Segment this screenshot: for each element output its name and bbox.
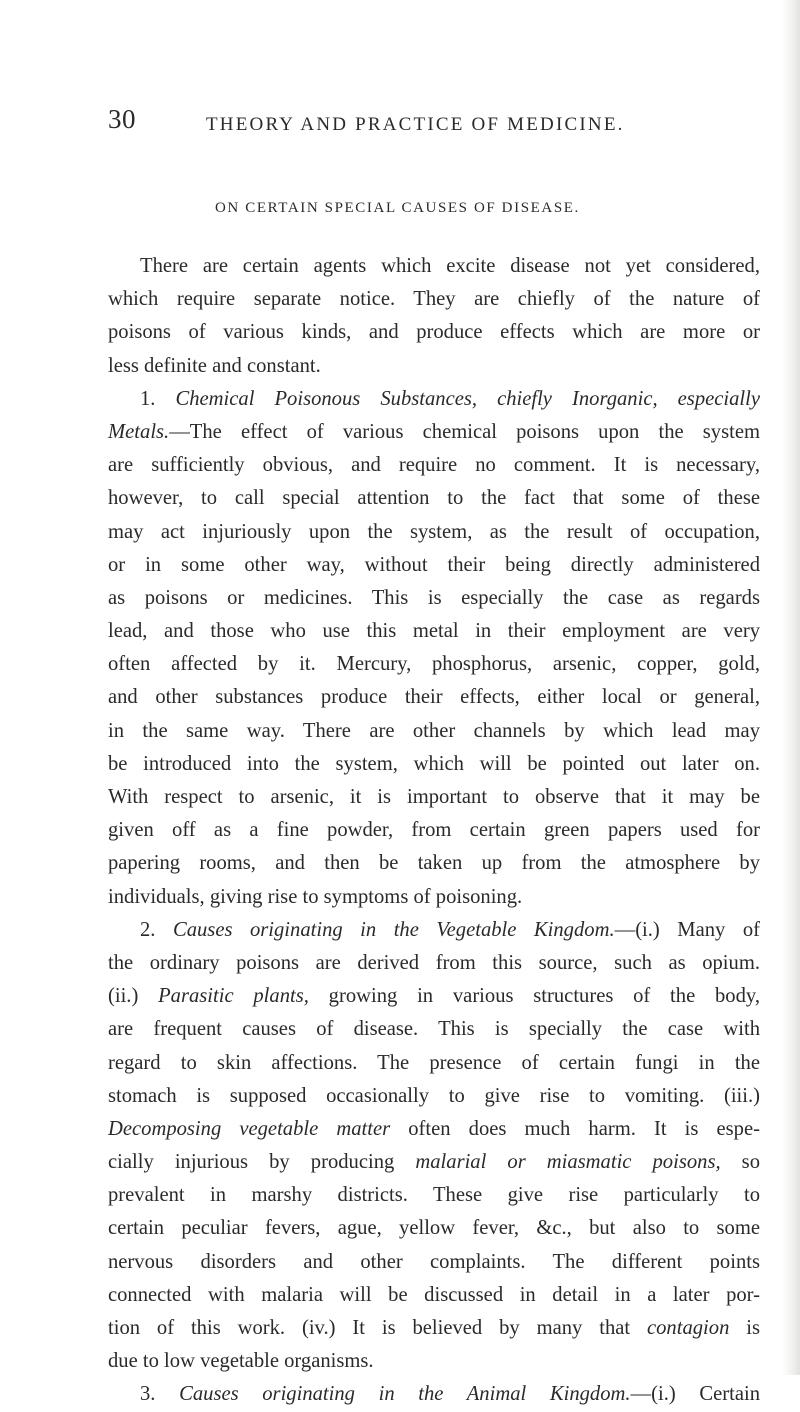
- text-line: as poisons or medicines. This is especially the case as regards: [108, 586, 760, 609]
- text-line: 1. Chemical Poisonous Substances, chiefly Inorganic, especially: [140, 387, 760, 410]
- page-number: 30: [108, 104, 136, 134]
- text-line: cially injurious by producing malarial or miasmatic poisons, so: [108, 1151, 760, 1174]
- text-line: which require separate notice. They are chiefly of the nature of: [108, 288, 760, 311]
- text-line: 2. Causes originating in the Vegetable Kingdom.—(i.) Many of: [140, 918, 760, 941]
- running-head: THEORY AND PRACTICE OF MEDICINE.: [206, 114, 625, 135]
- text-line: may act injuriously upon the system, as the result of occupation,: [108, 520, 760, 543]
- text-line: the ordinary poisons are derived from this source, such as opium.: [108, 951, 760, 974]
- section-title: ON CERTAIN SPECIAL CAUSES OF DISEASE.: [215, 200, 580, 216]
- page-header: [108, 104, 748, 144]
- text-line: often affected by it. Mercury, phosphorus, arsenic, copper, gold,: [108, 653, 760, 676]
- text-line: 3. Causes originating in the Animal Kingdom.—(i.) Certain: [140, 1383, 760, 1406]
- text-line: are sufficiently obvious, and require no comment. It is necessary,: [108, 454, 760, 477]
- text-line: stomach is supposed occasionally to give rise to vomiting. (iii.): [108, 1084, 760, 1107]
- text-line: prevalent in marshy districts. These give rise particularly to: [108, 1184, 760, 1207]
- body-text: [108, 250, 760, 1412]
- text-line: papering rooms, and then be taken up from the atmosphere by: [108, 852, 760, 875]
- text-line: Decomposing vegetable matter often does much harm. It is espe-: [108, 1117, 760, 1140]
- text-line: less definite and constant.: [108, 354, 321, 377]
- text-line: individuals, giving rise to symptoms of poisoning.: [108, 885, 523, 908]
- text-line: are frequent causes of disease. This is specially the case with: [108, 1018, 760, 1041]
- text-line: certain peculiar fevers, ague, yellow fever, &c., but also to some: [108, 1217, 760, 1240]
- text-line: or in some other way, without their being directly administered: [108, 553, 760, 576]
- text-line: due to low vegetable organisms.: [108, 1350, 374, 1373]
- text-line: nervous disorders and other complaints. The different points: [108, 1250, 760, 1273]
- text-line: in the same way. There are other channels by which lead may: [108, 719, 760, 742]
- text-line: (ii.) Parasitic plants, growing in various structures of the body,: [108, 985, 760, 1008]
- text-line: given off as a fine powder, from certain green papers used for: [108, 819, 760, 842]
- page-edge-shadow: [782, 0, 800, 1375]
- text-line: regard to skin affections. The presence of certain fungi in the: [108, 1051, 760, 1074]
- text-line: tion of this work. (iv.) It is believed by many that contagion is: [108, 1317, 760, 1339]
- text-line: and other substances produce their effects, either local or general,: [108, 686, 760, 709]
- text-line: however, to call special attention to the fact that some of these: [108, 487, 760, 510]
- text-line: connected with malaria will be discussed in detail in a later por-: [108, 1283, 760, 1306]
- text-line: poisons of various kinds, and produce effects which are more or: [108, 321, 760, 344]
- text-line: lead, and those who use this metal in their employment are very: [108, 620, 760, 643]
- text-line: Metals.—The effect of various chemical poisons upon the system: [108, 420, 760, 443]
- text-line: be introduced into the system, which will be pointed out later on.: [108, 752, 760, 775]
- text-line: With respect to arsenic, it is important to observe that it may be: [108, 786, 760, 808]
- text-line: There are certain agents which excite disease not yet considered,: [140, 255, 760, 277]
